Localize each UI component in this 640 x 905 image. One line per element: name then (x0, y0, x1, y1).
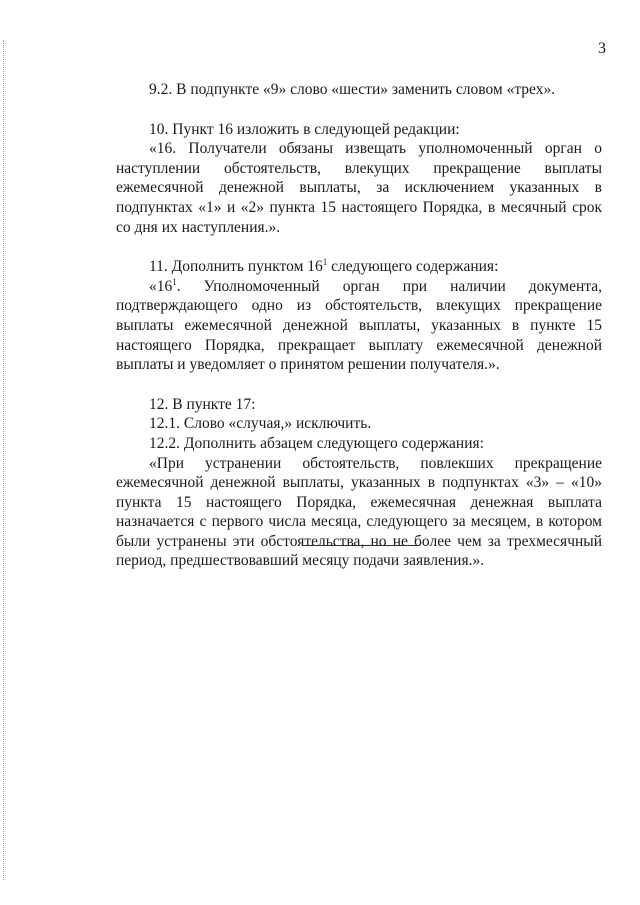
superscript: 1 (322, 257, 328, 268)
paragraph-11-text-end: следующего содержания: (327, 258, 499, 276)
paragraph-12-1: 12.1. Слово «случая,» исключить. (149, 415, 372, 433)
paragraph-16-1-start: «16 (149, 277, 173, 295)
paragraph-11-text: 11. Дополнить пунктом 16 (149, 258, 323, 276)
paragraph-16-text: «16. Получатели обязаны извещать уполномоченный орган о наступлении обстоятельств, влекущих прекращение выплаты ежемесячной денежной выплаты, за исключением указанных в подпунктах «1» и «2» пункта 15 настоящего Порядка, в месячный срок со дня их наступления.». (116, 140, 602, 236)
superscript: 1 (172, 276, 177, 287)
end-divider-line (302, 545, 420, 546)
paragraph-12-2: 12.2. Дополнить абзацем следующего содержания: (149, 434, 484, 452)
paragraph-16-1-body: . Уполномоченный орган при наличии документа, подтверждающего одно из обстоятельств, влекущих прекращение выплаты ежемесячной денежной выплаты, указанных в пункте 15 настоящего Порядка, прекращает выплату ежемесячной денежной выплаты и уведомляет о принятом решении получателя.». (116, 277, 602, 374)
paragraph-17-addition: «При устранении обстоятельств, повлекших прекращение ежемесячной денежной выплаты, указанных в подпунктах «3» – «10» пункта 15 настоящего Порядка, ежемесячная денежная выплата назначается с первого числа месяца, следующего за месяцем, в котором были устранены эти обстоятельства, но не более чем за трехмесячный период, предшествовавший месяцу подачи заявления.». (116, 454, 602, 570)
page-number: 3 (598, 40, 606, 57)
binding-margin-dots (3, 40, 5, 880)
paragraph-16-1-text (116, 277, 602, 375)
document-body (116, 80, 602, 571)
paragraph-12: 12. В пункте 17: (149, 395, 256, 413)
paragraph-10: 10. Пункт 16 изложить в следующей редакции: (149, 120, 460, 138)
paragraph-9-2: 9.2. В подпункте «9» слово «шести» заменить словом «трех». (149, 81, 556, 98)
paragraph-11 (116, 257, 602, 277)
